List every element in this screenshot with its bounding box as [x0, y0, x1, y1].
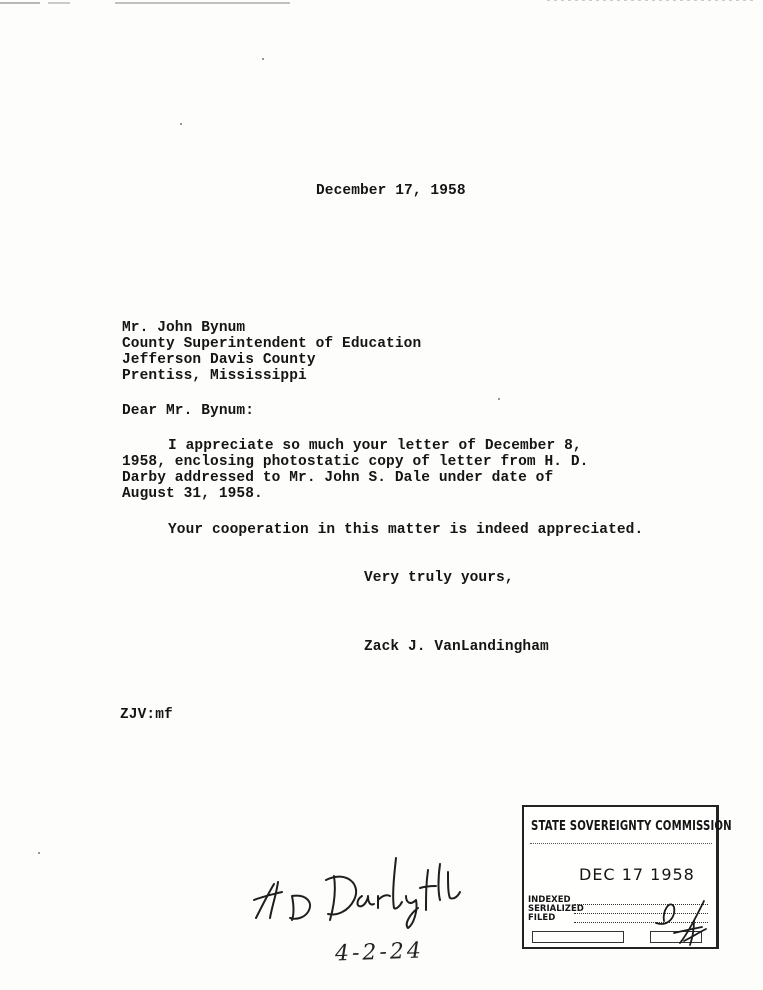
address-line: Jefferson Davis County [122, 352, 316, 368]
scan-speck [262, 58, 264, 60]
paragraph-line: Darby addressed to Mr. John S. Dale under date of [122, 470, 554, 486]
paragraph-2: Your cooperation in this matter is indeed appreciated. [168, 522, 644, 538]
stamp-label-filed: FILED [528, 913, 556, 923]
paragraph-line: August 31, 1958. [122, 486, 263, 502]
scan-speck [180, 123, 182, 125]
commission-stamp [522, 805, 732, 949]
handwritten-initials-mark [654, 893, 714, 948]
address-line: County Superintendent of Education [122, 336, 422, 352]
scan-speck [38, 852, 40, 854]
reference-initials: ZJV:mf [120, 707, 173, 723]
stamp-label-serialized: SERIALIZED [528, 904, 584, 914]
complimentary-close: Very truly yours, [364, 570, 514, 586]
handwritten-file-note [250, 840, 480, 930]
recipient-address [122, 320, 421, 384]
stamp-labels [528, 896, 584, 923]
paragraph-1 [122, 438, 588, 502]
signature-name: Zack J. VanLandingham [364, 639, 549, 655]
scan-speck [498, 398, 500, 400]
stamp-label-indexed: INDEXED [528, 895, 571, 905]
letter-date: December 17, 1958 [316, 183, 466, 199]
paragraph-line: I appreciate so much your letter of December 8, [168, 438, 582, 454]
stamp-date: DEC 17 1958 [579, 865, 695, 884]
stamp-divider [530, 843, 712, 844]
scan-edge-artifact [547, 0, 757, 1]
salutation: Dear Mr. Bynum: [122, 403, 255, 419]
stamp-box [532, 931, 624, 943]
address-line: Prentiss, Mississippi [122, 368, 307, 384]
address-line: Mr. John Bynum [122, 320, 246, 336]
stamp-title: STATE SOVEREIGNTY COMMISSION [531, 819, 732, 834]
scan-edge-artifact [0, 2, 290, 4]
paragraph-line: 1958, enclosing photostatic copy of letter from H. D. [122, 454, 589, 470]
file-number: 4-2-24 [334, 938, 425, 967]
